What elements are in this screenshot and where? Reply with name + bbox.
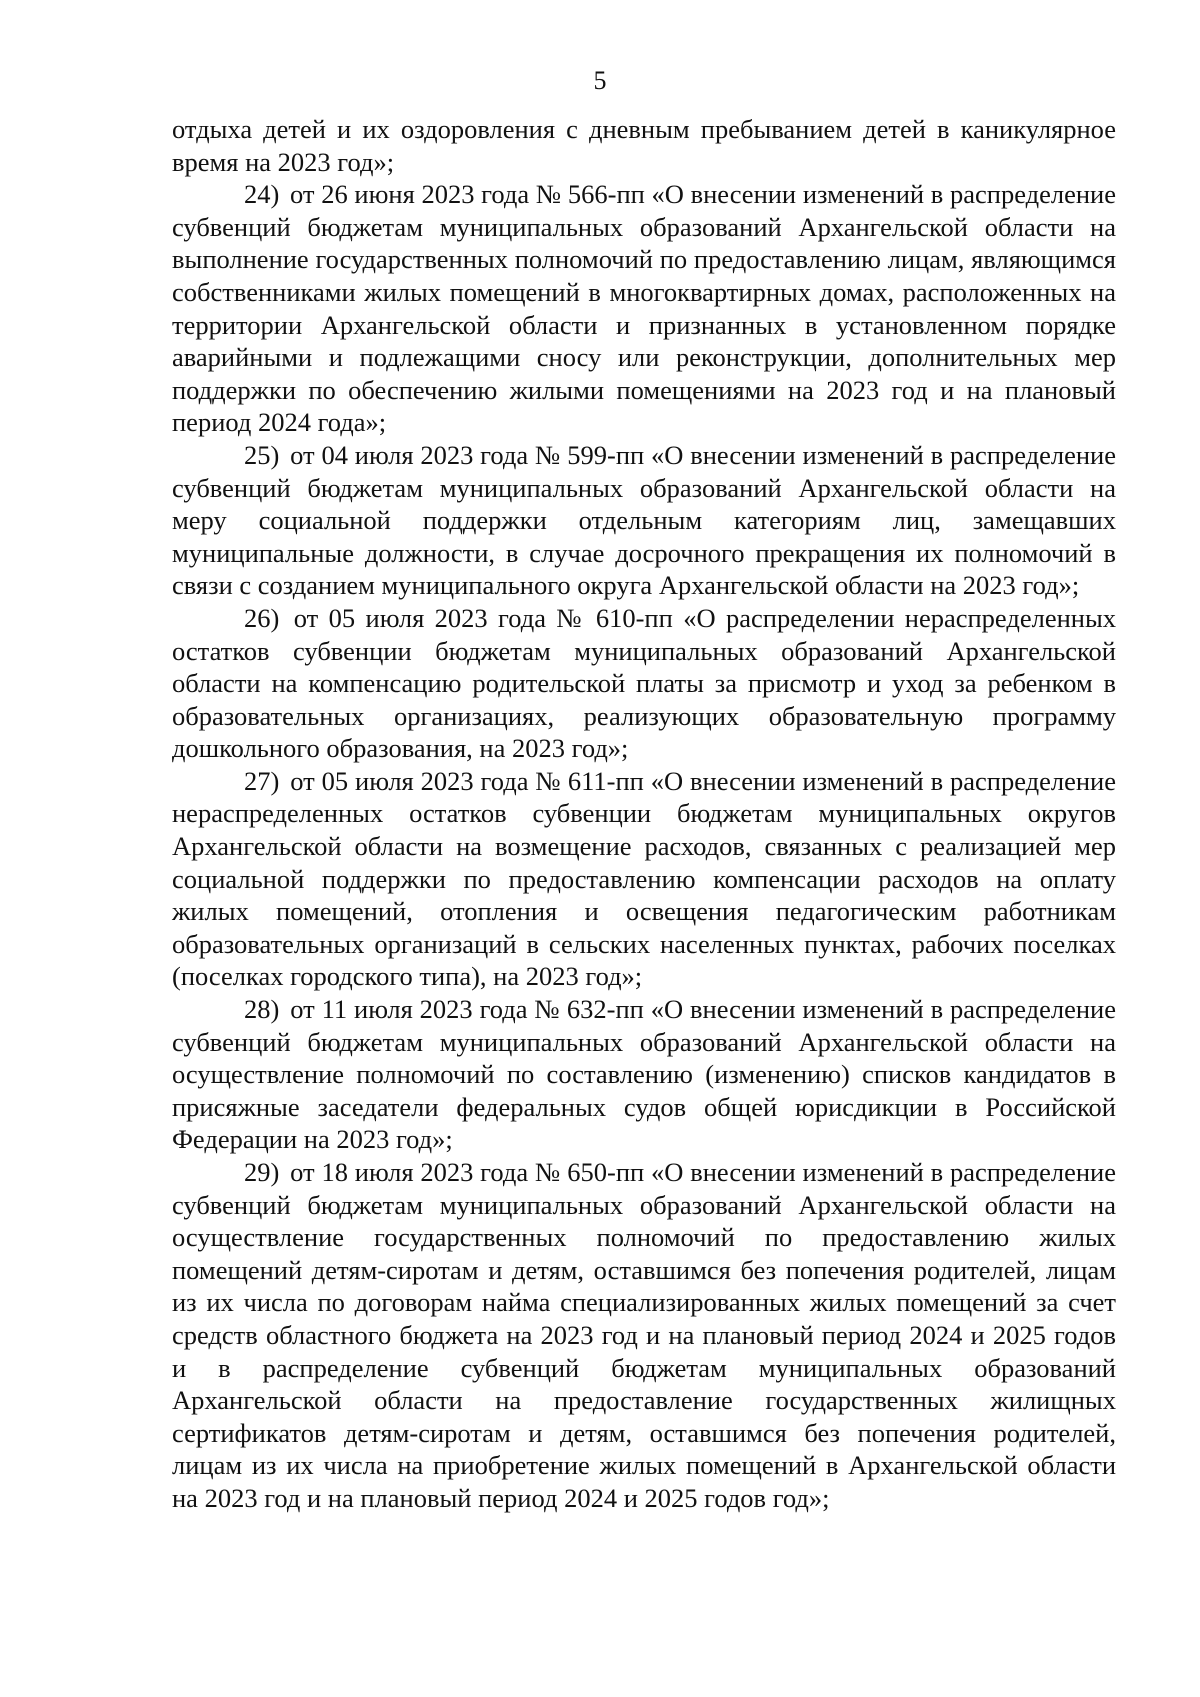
list-item-24 xyxy=(172,178,1116,439)
paragraph-text: отдыха детей и их оздоровления с дневным пребыванием детей в каникулярное время на 2023 год»; xyxy=(172,114,1116,177)
list-item-25 xyxy=(172,439,1116,602)
paragraph-text: от 05 июля 2023 года № 611-пп «О внесении изменений в распределение нераспределенных остатков субвенции бюджетам муниципальных округов Архангельской области на возмещение расходов, связанных с реализацией мер социальной поддержки по предоставлению компенсации расходов на оплату жилых помещений, отопления и освещения педагогическим работникам образовательных организаций в сельских населенных пунктах, рабочих поселках (поселках городского типа), на 2023 год»; xyxy=(172,765,1116,992)
list-item-number: 29) xyxy=(244,1157,280,1187)
paragraph-text: от 04 июля 2023 года № 599-пп «О внесении изменений в распределение субвенций бюджетам муниципальных образований Архангельской области на меру социальной поддержки отдельным категориям лиц, замещавших муниципальные должности, в случае досрочного прекращения их полномочий в связи с созданием муниципального округа Архангельской области на 2023 год»; xyxy=(172,439,1116,601)
list-item-number: 24) xyxy=(244,179,280,210)
paragraph-continuation xyxy=(172,113,1116,178)
list-item-28 xyxy=(172,993,1116,1156)
document-body xyxy=(172,113,1116,1515)
page-number: 5 xyxy=(593,66,607,95)
list-item-29 xyxy=(172,1156,1116,1515)
list-item-26 xyxy=(172,602,1116,765)
list-item-number: 28) xyxy=(244,994,280,1025)
paragraph-text: от 11 июля 2023 года № 632-пп «О внесении изменений в распределение субвенций бюджетам муниципальных образований Архангельской области на осуществление полномочий по составлению (изменению) списков кандидатов в присяжные заседатели федеральных судов общей юрисдикции в Российской Федерации на 2023 год»; xyxy=(172,994,1116,1155)
list-item-number: 27) xyxy=(244,765,280,796)
list-item-number: 25) xyxy=(244,439,280,470)
list-item-number: 26) xyxy=(244,602,280,633)
list-item-27 xyxy=(172,765,1116,993)
paragraph-text: от 26 июня 2023 года № 566-пп «О внесении изменений в распределение субвенций бюджетам муниципальных образований Архангельской области на выполнение государственных полномочий по предоставлению лицам, являющимся собственниками жилых помещений в многоквартирных домах, расположенных на территории Архангельской области и признанных в установленном порядке аварийными и подлежащими сносу или реконструкции, дополнительных мер поддержки по обеспечению жилыми помещениями на 2023 год и на плановый период 2024 года»; xyxy=(172,179,1116,438)
paragraph-text: от 18 июля 2023 года № 650-пп «О внесении изменений в распределение субвенций бюджетам муниципальных образований Архангельской области на осуществление государственных полномочий по предоставлению жилых помещений детям-сиротам и детям, оставшимся без попечения родителей, лицам из их числа по договорам найма специализированных жилых помещений за счет средств областного бюджета на 2023 год и на плановый период 2024 и 2025 годов и в распределение субвенций бюджетам муниципальных образований Архангельской области на предоставление государственных жилищных сертификатов детям-сиротам и детям, оставшимся без попечения родителей, лицам из их числа на приобретение жилых помещений в Архангельской области на 2023 год и на плановый период 2024 и 2025 годов год»; xyxy=(172,1157,1116,1513)
paragraph-text: от 05 июля 2023 года № 610-пп «О распределении нераспределенных остатков субвенции бюджетам муниципальных образований Архангельской области на компенсацию родительской платы за присмотр и уход за ребенком в образовательных организациях, реализующих образовательную программу дошкольного образования, на 2023 год»; xyxy=(172,602,1116,764)
